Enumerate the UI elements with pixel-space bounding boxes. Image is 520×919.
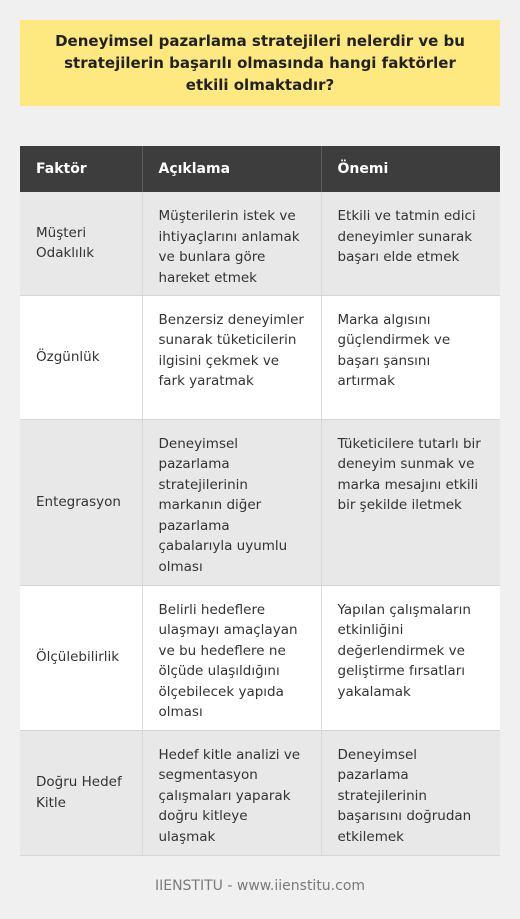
cell-factor: Entegrasyon: [20, 419, 142, 585]
table-row: [20, 585, 500, 730]
column-header-importance: Önemi: [321, 146, 500, 192]
factors-table: [20, 146, 500, 856]
cell-factor: Özgünlük: [20, 295, 142, 419]
cell-importance: Tüketicilere tutarlı bir deneyim sunmak ve marka mesajını etkili bir şekilde iletmek: [321, 419, 500, 585]
cell-importance: Deneyimsel pazarlama stratejilerinin başarısını doğrudan etkilemek: [321, 730, 500, 855]
cell-factor: Ölçülebilirlik: [20, 585, 142, 730]
table-row: [20, 730, 500, 855]
table-header-row: [20, 146, 500, 192]
column-header-factor: Faktör: [20, 146, 142, 192]
cell-factor: Doğru Hedef Kitle: [20, 730, 142, 855]
cell-description: Deneyimsel pazarlama stratejilerinin markanın diğer pazarlama çabalarıyla uyumlu olması: [142, 419, 321, 585]
table-row: [20, 295, 500, 419]
table-row: [20, 419, 500, 585]
title-banner: [20, 20, 500, 106]
cell-description: Benzersiz deneyimler sunarak tüketicilerin ilgisini çekmek ve fark yaratmak: [142, 295, 321, 419]
cell-importance: Marka algısını güçlendirmek ve başarı şansını artırmak: [321, 295, 500, 419]
cell-description: Müşterilerin istek ve ihtiyaçlarını anlamak ve bunlara göre hareket etmek: [142, 192, 321, 295]
table-row: [20, 192, 500, 295]
footer-credit: IIENSTITU - www.iienstitu.com: [154, 878, 366, 894]
cell-importance: Yapılan çalışmaların etkinliğini değerlendirmek ve geliştirme fırsatları yakalamak: [321, 585, 500, 730]
column-header-description: Açıklama: [142, 146, 321, 192]
cell-description: Belirli hedeflere ulaşmayı amaçlayan ve bu hedeflere ne ölçüde ulaşıldığını ölçebilecek yapıda olması: [142, 585, 321, 730]
cell-factor: Müşteri Odaklılık: [20, 192, 142, 295]
cell-importance: Etkili ve tatmin edici deneyimler sunarak başarı elde etmek: [321, 192, 500, 295]
page-title: Deneyimsel pazarlama stratejileri nelerdir ve bu stratejilerin başarılı olmasında hangi faktörler etkili olmaktadır?: [55, 32, 465, 94]
cell-description: Hedef kitle analizi ve segmentasyon çalışmaları yaparak doğru kitleye ulaşmak: [142, 730, 321, 855]
